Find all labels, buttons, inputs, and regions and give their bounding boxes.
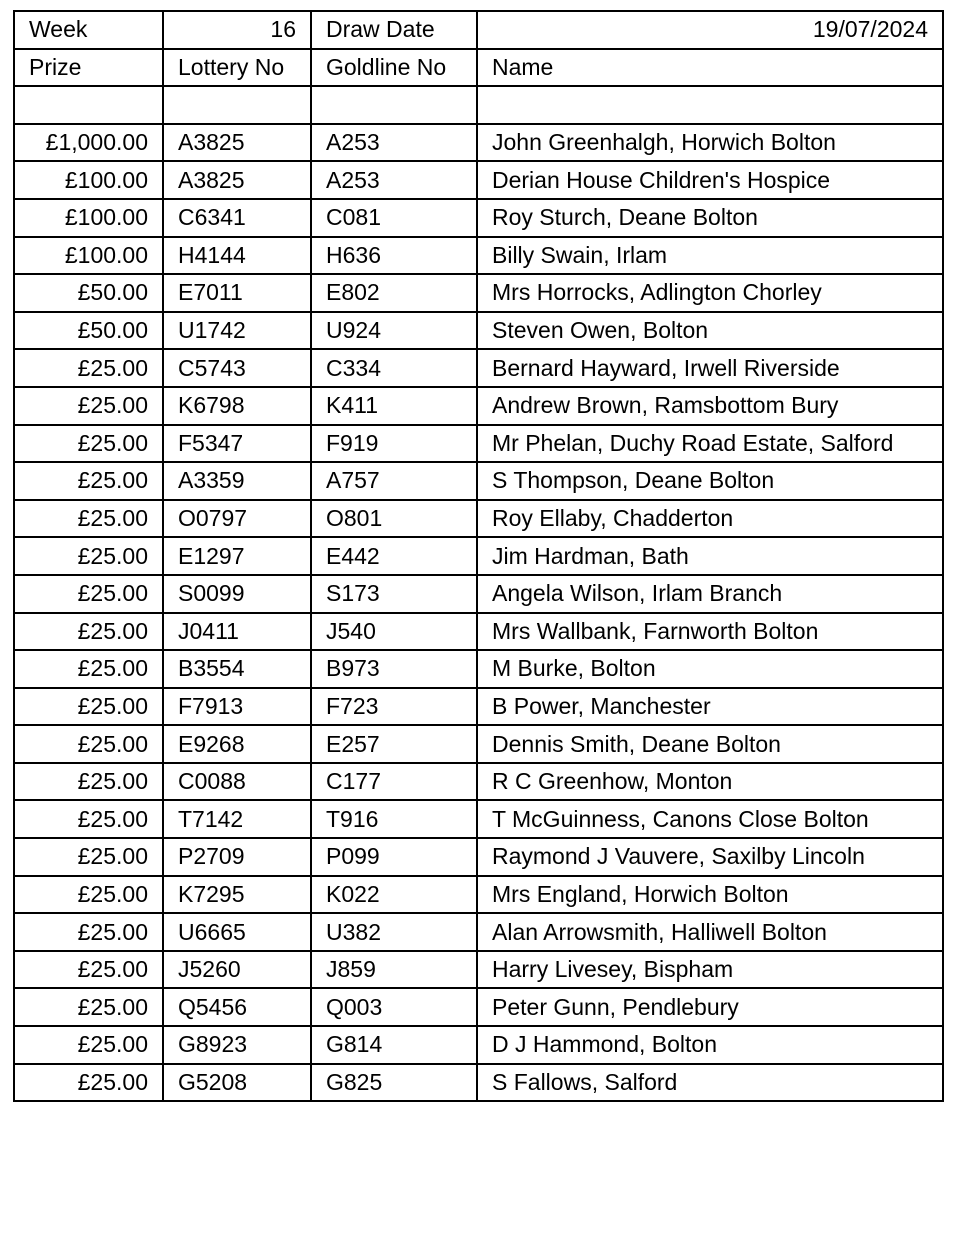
prize-cell: £100.00 (14, 161, 163, 199)
table-row (14, 913, 943, 951)
winner-name-cell: R C Greenhow, Monton (477, 763, 943, 801)
results-table (13, 10, 944, 1102)
goldline-no-cell: C177 (311, 763, 477, 801)
goldline-no-cell: F919 (311, 425, 477, 463)
lottery-no-cell: G8923 (163, 1026, 311, 1064)
goldline-no-cell: E802 (311, 274, 477, 312)
draw-date-value: 19/07/2024 (477, 11, 943, 49)
week-label: Week (14, 11, 163, 49)
goldline-no-cell: E257 (311, 725, 477, 763)
table-row (14, 1064, 943, 1102)
goldline-no-cell: B973 (311, 650, 477, 688)
prize-cell: £25.00 (14, 613, 163, 651)
prize-cell: £25.00 (14, 349, 163, 387)
column-header-prize: Prize (14, 49, 163, 87)
lottery-no-cell: P2709 (163, 838, 311, 876)
lottery-no-cell: E1297 (163, 537, 311, 575)
week-value: 16 (163, 11, 311, 49)
lottery-no-cell: A3359 (163, 462, 311, 500)
goldline-no-cell: P099 (311, 838, 477, 876)
prize-cell: £100.00 (14, 237, 163, 275)
prize-cell: £100.00 (14, 199, 163, 237)
prize-cell: £25.00 (14, 913, 163, 951)
table-row (14, 274, 943, 312)
goldline-no-cell: F723 (311, 688, 477, 726)
goldline-no-cell: K411 (311, 387, 477, 425)
table-row (14, 161, 943, 199)
prize-cell: £25.00 (14, 462, 163, 500)
winner-name-cell: Bernard Hayward, Irwell Riverside (477, 349, 943, 387)
goldline-no-cell: K022 (311, 876, 477, 914)
prize-cell: £25.00 (14, 650, 163, 688)
winner-name-cell: Mrs Wallbank, Farnworth Bolton (477, 613, 943, 651)
winner-name-cell: Mrs England, Horwich Bolton (477, 876, 943, 914)
lottery-no-cell: F5347 (163, 425, 311, 463)
lottery-no-cell: E7011 (163, 274, 311, 312)
goldline-no-cell: C334 (311, 349, 477, 387)
table-row (14, 951, 943, 989)
blank-cell (14, 86, 163, 124)
prize-cell: £25.00 (14, 537, 163, 575)
prize-cell: £25.00 (14, 500, 163, 538)
prize-cell: £1,000.00 (14, 124, 163, 162)
goldline-no-cell: J859 (311, 951, 477, 989)
goldline-no-cell: A253 (311, 124, 477, 162)
winner-name-cell: B Power, Manchester (477, 688, 943, 726)
lottery-no-cell: U1742 (163, 312, 311, 350)
table-row (14, 838, 943, 876)
lottery-no-cell: A3825 (163, 124, 311, 162)
prize-cell: £25.00 (14, 725, 163, 763)
table-row (14, 312, 943, 350)
lottery-no-cell: F7913 (163, 688, 311, 726)
table-row (14, 650, 943, 688)
winner-name-cell: Andrew Brown, Ramsbottom Bury (477, 387, 943, 425)
goldline-no-cell: A757 (311, 462, 477, 500)
goldline-no-cell: Q003 (311, 988, 477, 1026)
prize-cell: £25.00 (14, 1026, 163, 1064)
table-row (14, 613, 943, 651)
lottery-no-cell: O0797 (163, 500, 311, 538)
column-header-name: Name (477, 49, 943, 87)
winner-name-cell: T McGuinness, Canons Close Bolton (477, 800, 943, 838)
lottery-no-cell: K6798 (163, 387, 311, 425)
lottery-no-cell: B3554 (163, 650, 311, 688)
blank-cell (163, 86, 311, 124)
winner-name-cell: Billy Swain, Irlam (477, 237, 943, 275)
goldline-no-cell: C081 (311, 199, 477, 237)
lottery-no-cell: J0411 (163, 613, 311, 651)
winner-name-cell: Alan Arrowsmith, Halliwell Bolton (477, 913, 943, 951)
goldline-no-cell: G814 (311, 1026, 477, 1064)
table-row (14, 425, 943, 463)
table-row (14, 988, 943, 1026)
table-row (14, 763, 943, 801)
table-row (14, 688, 943, 726)
table-row (14, 199, 943, 237)
lottery-no-cell: J5260 (163, 951, 311, 989)
table-row (14, 1026, 943, 1064)
winner-name-cell: Derian House Children's Hospice (477, 161, 943, 199)
goldline-no-cell: A253 (311, 161, 477, 199)
winner-name-cell: S Thompson, Deane Bolton (477, 462, 943, 500)
lottery-no-cell: T7142 (163, 800, 311, 838)
blank-cell (311, 86, 477, 124)
column-header-row (14, 49, 943, 87)
lottery-no-cell: A3825 (163, 161, 311, 199)
header-row-week (14, 11, 943, 49)
lottery-no-cell: C6341 (163, 199, 311, 237)
prize-cell: £25.00 (14, 688, 163, 726)
table-row (14, 537, 943, 575)
table-row (14, 800, 943, 838)
prize-cell: £25.00 (14, 876, 163, 914)
table-row (14, 462, 943, 500)
lottery-no-cell: U6665 (163, 913, 311, 951)
prize-cell: £25.00 (14, 800, 163, 838)
winner-name-cell: Mr Phelan, Duchy Road Estate, Salford (477, 425, 943, 463)
prize-cell: £25.00 (14, 988, 163, 1026)
lottery-no-cell: E9268 (163, 725, 311, 763)
lottery-no-cell: Q5456 (163, 988, 311, 1026)
lottery-no-cell: S0099 (163, 575, 311, 613)
table-row (14, 349, 943, 387)
prize-cell: £25.00 (14, 838, 163, 876)
winner-name-cell: Raymond J Vauvere, Saxilby Lincoln (477, 838, 943, 876)
winner-name-cell: M Burke, Bolton (477, 650, 943, 688)
prize-cell: £25.00 (14, 387, 163, 425)
prize-cell: £50.00 (14, 274, 163, 312)
lottery-no-cell: C0088 (163, 763, 311, 801)
lottery-no-cell: H4144 (163, 237, 311, 275)
table-row (14, 237, 943, 275)
prize-cell: £25.00 (14, 575, 163, 613)
winner-name-cell: D J Hammond, Bolton (477, 1026, 943, 1064)
winner-name-cell: Peter Gunn, Pendlebury (477, 988, 943, 1026)
goldline-no-cell: O801 (311, 500, 477, 538)
prize-cell: £25.00 (14, 1064, 163, 1102)
goldline-no-cell: U924 (311, 312, 477, 350)
lottery-no-cell: K7295 (163, 876, 311, 914)
goldline-no-cell: H636 (311, 237, 477, 275)
table-row (14, 876, 943, 914)
winner-name-cell: Roy Sturch, Deane Bolton (477, 199, 943, 237)
winner-name-cell: Mrs Horrocks, Adlington Chorley (477, 274, 943, 312)
column-header-goldline-no: Goldline No (311, 49, 477, 87)
draw-date-label: Draw Date (311, 11, 477, 49)
prize-cell: £25.00 (14, 951, 163, 989)
goldline-no-cell: U382 (311, 913, 477, 951)
goldline-no-cell: J540 (311, 613, 477, 651)
table-row (14, 725, 943, 763)
lottery-no-cell: C5743 (163, 349, 311, 387)
winner-name-cell: Jim Hardman, Bath (477, 537, 943, 575)
table-row (14, 500, 943, 538)
blank-cell (477, 86, 943, 124)
goldline-no-cell: G825 (311, 1064, 477, 1102)
winner-name-cell: John Greenhalgh, Horwich Bolton (477, 124, 943, 162)
prize-cell: £50.00 (14, 312, 163, 350)
winner-name-cell: S Fallows, Salford (477, 1064, 943, 1102)
winner-name-cell: Angela Wilson, Irlam Branch (477, 575, 943, 613)
winner-name-cell: Harry Livesey, Bispham (477, 951, 943, 989)
prize-cell: £25.00 (14, 425, 163, 463)
goldline-no-cell: S173 (311, 575, 477, 613)
column-header-lottery-no: Lottery No (163, 49, 311, 87)
table-row (14, 575, 943, 613)
results-table-body (14, 11, 943, 1101)
prize-cell: £25.00 (14, 763, 163, 801)
table-row (14, 124, 943, 162)
goldline-no-cell: E442 (311, 537, 477, 575)
winner-name-cell: Steven Owen, Bolton (477, 312, 943, 350)
winner-name-cell: Dennis Smith, Deane Bolton (477, 725, 943, 763)
lottery-no-cell: G5208 (163, 1064, 311, 1102)
table-row (14, 387, 943, 425)
goldline-no-cell: T916 (311, 800, 477, 838)
blank-row (14, 86, 943, 124)
winner-name-cell: Roy Ellaby, Chadderton (477, 500, 943, 538)
